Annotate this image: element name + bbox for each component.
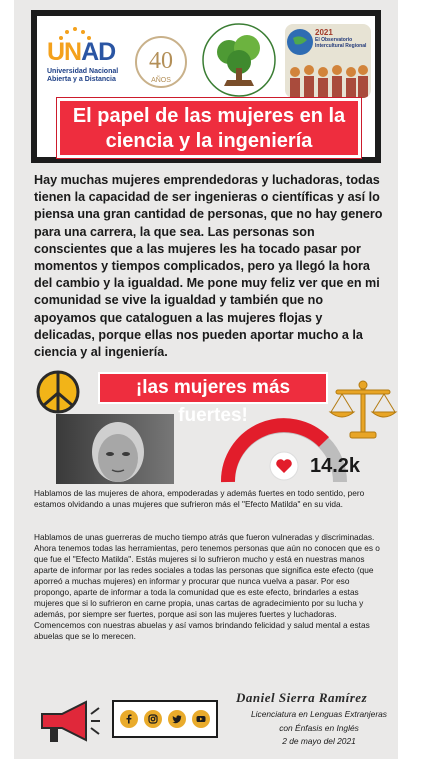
observatory-logo bbox=[285, 24, 371, 98]
poster bbox=[14, 0, 398, 759]
social-links bbox=[112, 700, 218, 738]
heart-icon[interactable] bbox=[270, 452, 298, 480]
instagram-icon[interactable] bbox=[144, 710, 162, 728]
megaphone-icon bbox=[36, 696, 102, 748]
unad-wordmark: UNAD bbox=[47, 38, 116, 66]
logo-strip bbox=[37, 20, 375, 100]
facebook-icon[interactable] bbox=[120, 710, 138, 728]
twitter-icon[interactable] bbox=[168, 710, 186, 728]
svg-text:40: 40 bbox=[149, 48, 173, 74]
anniversary-logo bbox=[133, 32, 189, 94]
author-signature: Daniel Sierra Ramírez bbox=[236, 690, 368, 705]
strong-women-banner: ¡las mujeres más fuertes! bbox=[98, 372, 328, 404]
matilda-intro-paragraph: Hablamos de las mujeres de ahora, empoderadas y además fuertes en todo sentido, pero estamos olvidando a unas mujeres que sufrieron más el "Efecto Matilda" en su vida. bbox=[34, 488, 365, 509]
header-card bbox=[31, 10, 381, 163]
matilda-body-paragraph: Hablamos de unas guerreras de mucho tiempo atrás que fueron vulneradas y discriminadas. Ahora tenemos todas las herramientas, pero tenemos personas que aún no conocen que es o que fue el "Efecto Matilda". Estás mujeres si lo sufrieron mucho y está en nuestras manos aparte de informar por las redes sociales a todas las personas que significa este efecto (que aporreó a muchas mujeres) en informar y procurar que nunca vuelva a pasar. Por eso propongo, aparte de informar a toda la comunidad que es este efecto, brindarles a estas mujeres que si lo sufrieron en carne propia, unas cartas de agradecimiento por su lucha y además, por siempre ser fuertes, porque asi son las mujeres fuertes y luchadoras. Comencemos con nuestras abuelas y así vamos brindando felicidad y salud mental a estas abuelas que se lo merecen. bbox=[34, 532, 380, 641]
page-title: El papel de las mujeres en la ciencia y la ingeniería bbox=[57, 98, 361, 158]
portrait-photo bbox=[56, 414, 174, 484]
likes-count: 14.2k bbox=[310, 455, 361, 477]
unad-subtitle: Universidad Nacional Abierta y a Distancia bbox=[47, 68, 119, 83]
svg-text:AÑOS: AÑOS bbox=[151, 77, 171, 84]
credits-program: Licenciatura en Lenguas Extranjeras bbox=[251, 709, 387, 719]
intro-paragraph: Hay muchas mujeres emprendedoras y luchadoras, todas tienen la capacidad de ser ingenieras o científicas y así lo piensa una gran cantidad de personas, que no hay genero para una carrera, la que sea. Las personas son conscientes que a las mujeres les ha tocado pasar por momentos y tiempos complicados, pero ya llegó la hora del cambio y la igualdad. Me pone muy feliz ver que en mi comunidad se vive la igualdad y también que no apoyamos que cataloguen a las mujeres flojas y delicadas, porque ellas nos pueden aportar mucho a la ciencia y al ingeniería. bbox=[34, 173, 383, 360]
observatory-year: 2021 bbox=[315, 28, 333, 37]
unad-logo bbox=[47, 24, 125, 94]
tree-logo bbox=[199, 22, 279, 100]
credits bbox=[236, 708, 402, 749]
observatory-text: El Observatorio Intercultural Regional bbox=[315, 37, 367, 49]
peace-icon bbox=[34, 368, 82, 416]
credits-date: 2 de mayo del 2021 bbox=[282, 736, 356, 746]
youtube-icon[interactable] bbox=[192, 710, 210, 728]
credits-emphasis: con Énfasis en Inglés bbox=[279, 722, 359, 733]
